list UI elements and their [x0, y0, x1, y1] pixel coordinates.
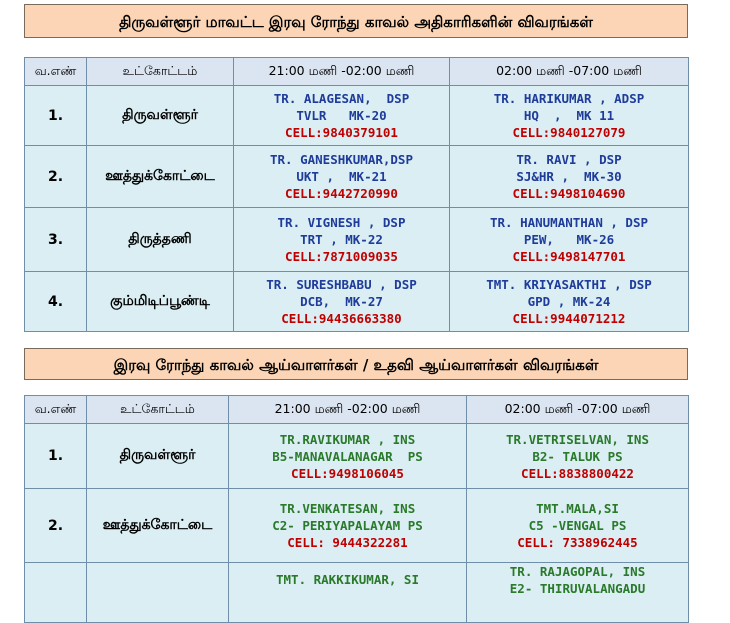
table-header-row: [25, 396, 689, 424]
header-subdivision: உட்கோட்டம்: [87, 396, 229, 424]
officer-shift-1: [234, 86, 450, 146]
officer-unit: B2- TALUK PS: [532, 448, 623, 464]
section-title-inspectors: இரவு ரோந்து காவல் ஆய்வாளர்கள் / உதவி ஆய்வாளர்கள் விவரங்கள்: [24, 348, 688, 380]
officer-name: TMT.MALA,SI: [536, 501, 619, 516]
officer-shift-2: [467, 424, 689, 489]
officer-name: TR. ALAGESAN, DSP: [273, 91, 410, 106]
officer-cell: CELL:9944071212: [512, 311, 626, 326]
officer-unit: B5-MANAVALANAGAR PS: [272, 448, 423, 464]
header-shift-1: 21:00 மணி -02:00 மணி: [234, 58, 450, 86]
officer-unit: GPD , MK-24: [527, 294, 611, 309]
header-shift-2: 02:00 மணி -07:00 மணி: [450, 58, 689, 86]
officer-unit: SJ&HR , MK-30: [516, 169, 622, 184]
officer-unit: E2- THIRUVALANGADU: [509, 581, 646, 596]
officer-shift-2: [450, 146, 689, 208]
officer-unit: DCB, MK-27: [300, 294, 383, 309]
table-row: [25, 424, 689, 489]
officer-cell: CELL:9442720990: [285, 186, 398, 201]
officer-name: TR. RAJAGOPAL, INS: [509, 564, 646, 579]
table-row: [25, 208, 689, 272]
officer-unit: TRT , MK-22: [300, 232, 383, 247]
officer-cell: CELL:9498106045: [291, 465, 404, 481]
officer-shift-2: [450, 208, 689, 272]
officer-shift-1: [234, 208, 450, 272]
officer-cell: CELL:8838800422: [521, 465, 634, 481]
table-row: [25, 563, 689, 623]
row-number: 3.: [25, 208, 87, 272]
officer-cell: CELL:9840127079: [512, 125, 626, 140]
officer-unit: C5 -VENGAL PS: [528, 518, 627, 533]
officer-shift-1: [229, 424, 467, 489]
officer-cell: CELL:9840379101: [285, 125, 398, 140]
officer-shift-1: [234, 272, 450, 332]
table-row: [25, 86, 689, 146]
subdivision-name: ஊத்துக்கோட்டை: [87, 489, 229, 563]
officer-cell: CELL:9498147701: [512, 249, 626, 264]
officer-name: TR. HARIKUMAR , ADSP: [493, 91, 645, 106]
officer-name: TR. HANUMANTHAN , DSP: [489, 215, 649, 230]
header-serial: வ.எண்: [25, 58, 87, 86]
officer-unit: TVLR MK-20: [296, 108, 387, 123]
header-subdivision: உட்கோட்டம்: [87, 58, 234, 86]
officer-name: TMT. RAKKIKUMAR, SI: [276, 572, 419, 587]
officer-name: TR.VETRISELVAN, INS: [506, 431, 649, 447]
row-number: 1.: [25, 424, 87, 489]
officer-cell: CELL:9498104690: [512, 186, 626, 201]
officer-cell: CELL: 9444322281: [287, 535, 408, 550]
officer-cell: CELL:7871009035: [285, 249, 398, 264]
subdivision-name: திருவள்ளூர்: [87, 424, 229, 489]
officer-unit: PEW, MK-26: [523, 232, 615, 247]
header-serial: வ.எண்: [25, 396, 87, 424]
officer-shift-2: [450, 86, 689, 146]
officer-name: TR. VIGNESH , DSP: [277, 215, 406, 230]
officer-name: TMT. KRIYASAKTHI , DSP: [486, 277, 652, 292]
officer-unit: UKT , MK-21: [296, 169, 387, 184]
officer-name: TR.VENKATESAN, INS: [279, 501, 416, 516]
subdivision-name: ஊத்துக்கோட்டை: [87, 146, 234, 208]
officer-name: TR. GANESHKUMAR,DSP: [270, 152, 413, 167]
officer-unit: C2- PERIYAPALAYAM PS: [272, 518, 423, 533]
row-number: 2.: [25, 489, 87, 563]
officer-cell: CELL: 7338962445: [517, 535, 638, 550]
header-shift-1: 21:00 மணி -02:00 மணி: [229, 396, 467, 424]
subdivision-name: திருவள்ளூர்: [87, 86, 234, 146]
table-row: [25, 272, 689, 332]
officer-shift-2: [450, 272, 689, 332]
officer-shift-1: [229, 563, 467, 623]
officer-shift-1: [234, 146, 450, 208]
row-number: [25, 563, 87, 623]
officer-unit: HQ , MK 11: [523, 108, 615, 123]
header-shift-2: 02:00 மணி -07:00 மணி: [467, 396, 689, 424]
row-number: 4.: [25, 272, 87, 332]
table-row: [25, 489, 689, 563]
inspector-roster-table: [24, 395, 689, 623]
table-row: [25, 146, 689, 208]
officer-name: TR. SURESHBABU , DSP: [266, 277, 417, 292]
officer-name: TR.RAVIKUMAR , INS: [279, 431, 416, 447]
subdivision-name: [87, 563, 229, 623]
officer-name: TR. RAVI , DSP: [516, 152, 622, 167]
officer-cell: CELL:94436663380: [281, 311, 402, 326]
officer-shift-1: [229, 489, 467, 563]
section-title-dsp: திருவள்ளூர் மாவட்ட இரவு ரோந்து காவல் அதிகாரிகளின் விவரங்கள்: [24, 4, 688, 38]
dsp-roster-table: [24, 57, 689, 332]
subdivision-name: திருத்தணி: [87, 208, 234, 272]
officer-shift-2: [467, 563, 689, 623]
officer-shift-2: [467, 489, 689, 563]
table-header-row: [25, 58, 689, 86]
row-number: 1.: [25, 86, 87, 146]
row-number: 2.: [25, 146, 87, 208]
subdivision-name: கும்மிடிப்பூண்டி: [87, 272, 234, 332]
